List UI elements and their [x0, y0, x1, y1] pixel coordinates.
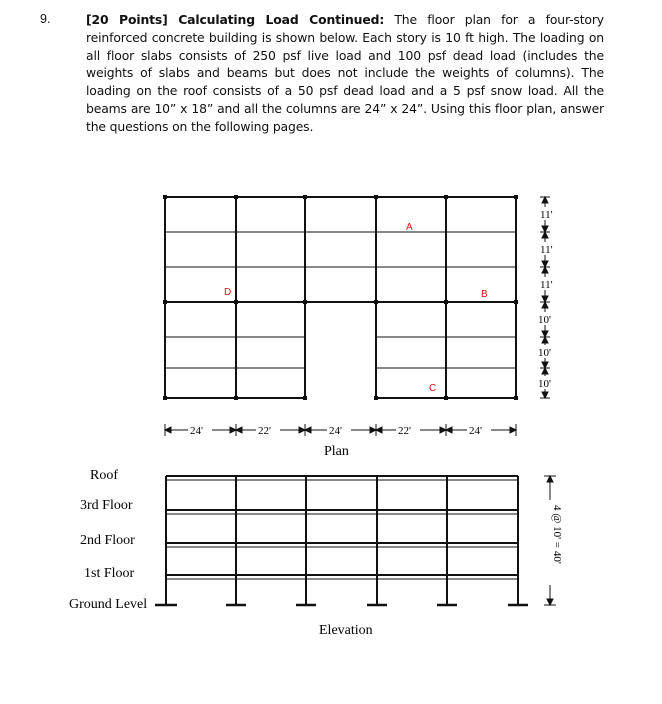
vdim-2: 11' [540, 244, 553, 256]
hdim-5: 24' [469, 425, 482, 437]
label-b: B [481, 289, 488, 300]
level-2nd-floor: 2nd Floor [80, 533, 135, 548]
label-c: C [429, 383, 437, 394]
hdim-2: 22' [258, 425, 271, 437]
level-roof: Roof [90, 468, 118, 483]
label-a: A [406, 222, 413, 233]
plan-right-wing [376, 197, 516, 398]
vdim-4: 10' [538, 314, 551, 326]
elevation-caption: Elevation [319, 623, 373, 638]
plan-caption: Plan [324, 444, 349, 459]
question-number: 9. [40, 12, 51, 26]
elevation-frame [166, 476, 518, 605]
plan-vertical-dims [540, 197, 550, 398]
hdim-4: 22' [398, 425, 411, 437]
vdim-1: 11' [540, 209, 553, 221]
hdim-1: 24' [190, 425, 203, 437]
plan-columns [163, 195, 518, 400]
label-d: D [224, 287, 232, 298]
question-title: [20 Points] Calculating Load Continued: [86, 12, 385, 27]
vdim-6: 10' [538, 378, 551, 390]
plan-left-wing [165, 197, 305, 398]
hdim-3: 24' [329, 425, 342, 437]
level-3rd-floor: 3rd Floor [80, 498, 133, 513]
level-ground: Ground Level [69, 597, 148, 612]
question-body: The floor plan for a four-story reinforced concrete building is shown below. Each story is 10 ft high. The loading on all floor slabs consists of 250 psf live load and 100 psf dead load (includes the weights of slabs and beams but does not include the weights of columns). The loading on the roof consists of a 50 psf dead load and a 5 psf snow load. All the beams are 10” x 18” and all the columns are 24” x 24”. Using this floor plan, answer the questions on the following pages. [86, 12, 604, 134]
vdim-5: 10' [538, 347, 551, 359]
vdim-3: 11' [540, 279, 553, 291]
elevation-height-label: 4 @ 10' = 40' [551, 505, 563, 564]
plan-top-bay [305, 197, 376, 302]
level-1st-floor: 1st Floor [84, 566, 135, 581]
